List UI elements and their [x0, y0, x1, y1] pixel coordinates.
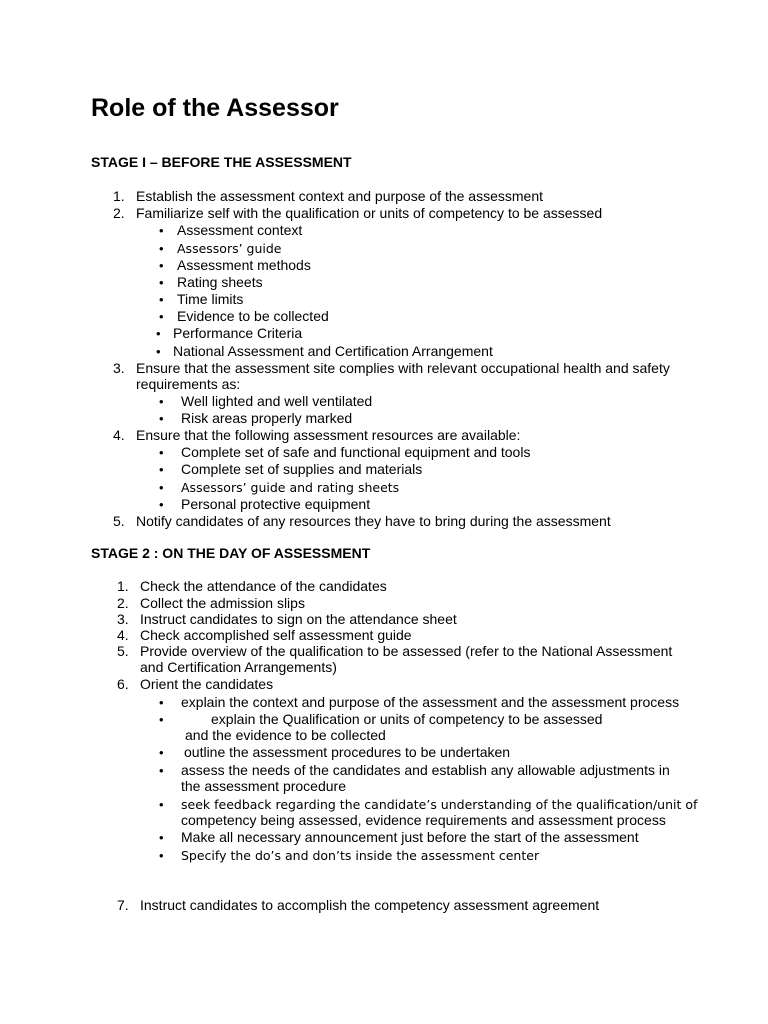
list-number: 3. [113, 360, 125, 376]
list-item-cont: and the evidence to be collected [185, 727, 386, 743]
bullet-marker: • [159, 445, 164, 460]
list-item-cont: the assessment procedure [181, 778, 346, 794]
bullet-marker: • [159, 462, 164, 477]
list-number: 5. [113, 513, 125, 529]
bullet-marker: • [159, 763, 164, 778]
bullet-marker: • [159, 258, 164, 273]
list-item: Risk areas properly marked [181, 410, 353, 426]
stage1-heading: STAGE I – BEFORE THE ASSESSMENT [91, 154, 352, 170]
stage1-item-1: Establish the assessment context and purpose of the assessment [136, 188, 544, 204]
stage1-item-3-cont: requirements as: [136, 376, 241, 392]
bullet-marker: • [159, 241, 164, 256]
list-item: Well lighted and well ventilated [181, 393, 373, 409]
list-item: explain the context and purpose of the assessment and the assessment process [181, 694, 680, 710]
list-item: explain the Qualification or units of competency to be assessed [211, 711, 603, 727]
bullet-marker: • [159, 309, 164, 324]
list-item: National Assessment and Certification Arrangement [173, 343, 493, 359]
list-item: Assessment context [177, 222, 303, 238]
bullet-marker: • [156, 326, 161, 341]
list-item: Complete set of safe and functional equipment and tools [181, 444, 531, 460]
stage2-item-5: Provide overview of the qualification to be assessed (refer to the National Assessment [140, 643, 673, 659]
bullet-marker: • [159, 394, 164, 409]
list-number: 1. [117, 578, 129, 594]
list-item: Specify the do’s and don’ts inside the assessment center [181, 848, 540, 863]
stage1-item-5: Notify candidates of any resources they have to bring during the assessment [136, 513, 611, 529]
bullet-marker: • [159, 830, 164, 845]
stage2-item-2: Collect the admission slips [140, 595, 305, 611]
bullet-marker: • [159, 411, 164, 426]
stage1-item-4: Ensure that the following assessment resources are available: [136, 427, 521, 443]
page-title: Role of the Assessor [91, 94, 339, 122]
bullet-marker: • [159, 480, 164, 495]
bullet-marker: • [159, 745, 164, 760]
list-item-cont: competency being assessed, evidence requirements and assessment process [181, 812, 666, 828]
stage2-item-1: Check the attendance of the candidates [140, 578, 387, 594]
list-item: seek feedback regarding the candidate’s understanding of the qualification/unit of [181, 797, 698, 812]
bullet-marker: • [159, 848, 164, 863]
bullet-marker: • [159, 223, 164, 238]
list-item: Assessment methods [177, 257, 311, 273]
bullet-marker: • [156, 344, 161, 359]
list-item: Evidence to be collected [177, 308, 329, 324]
list-number: 6. [117, 676, 129, 692]
list-item: Time limits [177, 291, 244, 307]
list-item: Assessors’ guide [177, 241, 282, 256]
list-number: 2. [117, 595, 129, 611]
list-number: 2. [113, 205, 125, 221]
list-item: Make all necessary announcement just before the start of the assessment [181, 829, 639, 845]
list-number: 5. [117, 643, 129, 659]
stage1-item-3: Ensure that the assessment site complies with relevant occupational health and safety [136, 360, 670, 376]
stage2-item-6: Orient the candidates [140, 676, 274, 692]
bullet-marker: • [159, 497, 164, 512]
stage1-item-2: Familiarize self with the qualification or units of competency to be assessed [136, 205, 603, 221]
stage2-item-3: Instruct candidates to sign on the attendance sheet [140, 611, 457, 627]
list-item: Complete set of supplies and materials [181, 461, 423, 477]
stage2-heading: STAGE 2 : ON THE DAY OF ASSESSMENT [91, 545, 371, 561]
list-number: 1. [113, 188, 125, 204]
list-number: 4. [117, 627, 129, 643]
list-item: assess the needs of the candidates and establish any allowable adjustments in [181, 762, 670, 778]
list-item: Performance Criteria [173, 325, 303, 341]
list-number: 3. [117, 611, 129, 627]
stage2-item-5-cont: and Certification Arrangements) [140, 659, 337, 675]
list-number: 4. [113, 427, 125, 443]
bullet-marker: • [159, 712, 164, 727]
list-item: Rating sheets [177, 274, 263, 290]
bullet-marker: • [159, 292, 164, 307]
list-number: 7. [117, 897, 129, 913]
stage2-item-7: Instruct candidates to accomplish the competency assessment agreement [140, 897, 600, 913]
stage2-item-4: Check accomplished self assessment guide [140, 627, 412, 643]
list-item: outline the assessment procedures to be undertaken [184, 744, 511, 760]
list-item: Assessors’ guide and rating sheets [181, 480, 400, 495]
bullet-marker: • [159, 797, 164, 812]
list-item: Personal protective equipment [181, 496, 371, 512]
bullet-marker: • [159, 695, 164, 710]
bullet-marker: • [159, 275, 164, 290]
